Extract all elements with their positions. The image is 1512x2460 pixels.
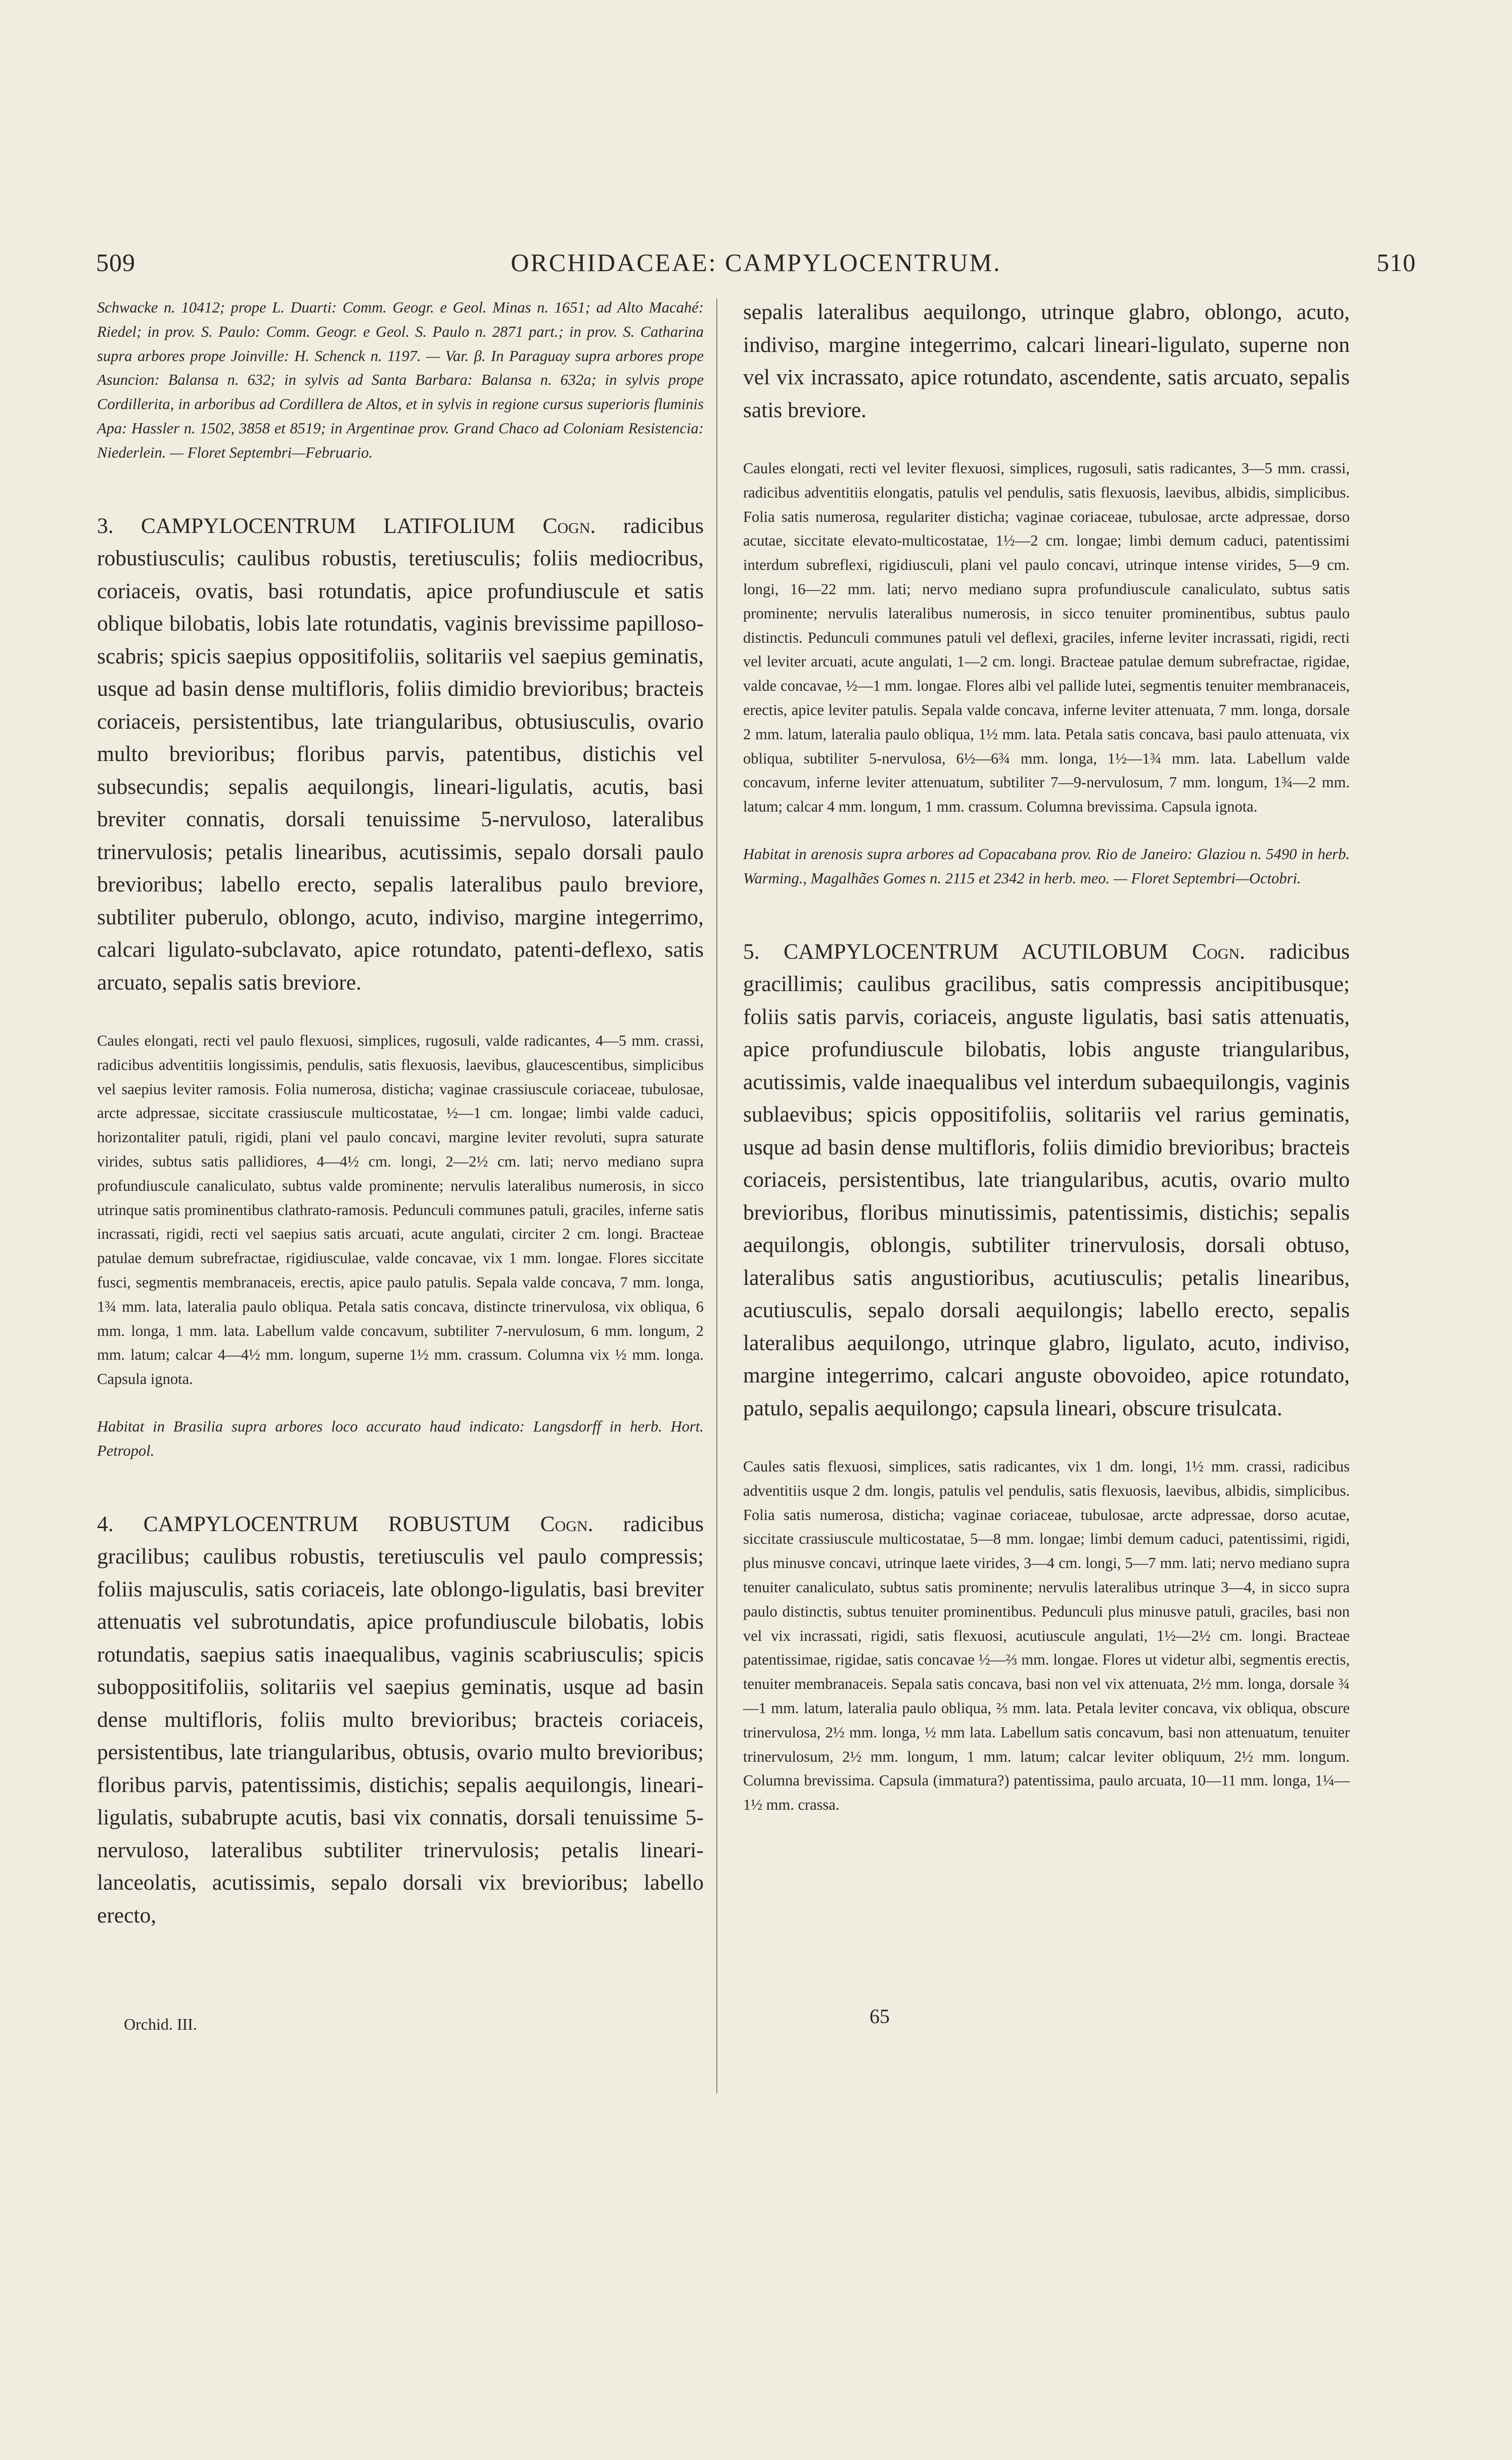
- species-4-diagnosis: [97, 1508, 704, 1932]
- species-4-diagnosis-text: radicibus gracilibus; caulibus robustis, teretiusculis vel paulo compressis; foliis majusculis, satis coriaceis, late oblongo-ligulatis, basi breviter attenuatis vel subrotundatis, apice profundiuscule bilobatis, lobis rotundatis, saepius satis inaequalibus, vaginis scabriusculis; spicis suboppositifoliis, solitariis vel saepius geminatis, usque ad basin dense multifloris, foliis multo brevioribus; bracteis coriaceis, persistentibus, late triangularibus, obtusis, ovario multo brevioribus; floribus parvis, patentissimis, distichis; sepalis aequilongis, lineari-ligulatis, subabrupte acutis, basi vix connatis, dorsali tenuissime 5-nervuloso, lateralibus subtiliter trinervulosis; petalis lineari-lanceolatis, acutissimis, sepalo dorsali vix brevioribus; labello erecto,: [97, 1511, 704, 1928]
- species-5-diagnosis: [743, 935, 1350, 1425]
- species-4-heading: 4. CAMPYLOCENTRUM ROBUSTUM: [97, 1511, 511, 1536]
- species-4-habitat: Habitat in arenosis supra arbores ad Copacabana prov. Rio de Janeiro: Glaziou n. 5490 in herb. Warming., Magalhães Gomes n. 2115 et 2342 in herb. meo. — Floret Septembri—Octobri.: [743, 845, 1350, 887]
- left-column: [97, 296, 704, 1932]
- column-divider: [716, 298, 717, 2093]
- running-title: ORCHIDACEAE: CAMPYLOCENTRUM.: [511, 248, 1001, 277]
- species-3-habitat: Habitat in Brasilia supra arbores loco accurato haud indicato: Langsdorff in herb. Hort. Petropol.: [97, 1418, 704, 1459]
- page-number-left: 509: [96, 248, 135, 277]
- species-3-description: Caules elongati, recti vel paulo flexuosi, simplices, rugosuli, valde radicantes, 4—5 mm. crassi, radicibus adventitiis longissimis, pendulis, satis flexuosis, laevibus, glaucescentibus, simplicibus vel saepius leviter ramosis. Folia numerosa, disticha; vaginae crassiuscule coriaceae, tubulosae, arcte adpressae, siccitate crassiuscule multicostatae, ½—1 cm. longae; limbi valde caduci, horizontaliter patuli, rigidi, plani vel paulo concavi, margine leviter revoluti, supra saturate virides, subtus satis pallidiores, 4—4½ cm. longi, 2—2½ cm. lati; nervo mediano supra profundiuscule canaliculato, subtus valde prominente; nervulis lateralibus numerosis, in sicco utrinque satis prominentibus clathrato-ramosis. Pedunculi communes patuli, graciles, inferne satis incrassati, rigidi, recti vel saepius satis arcuati, acute angulati, circiter 2 cm. longi. Bracteae patulae demum subrefractae, rigidiusculae, valde concavae, vix 1 mm. longae. Flores siccitate fusci, segmentis membranaceis, erectis, apice paulo patulis. Sepala valde concava, 7 mm. longa, 1¾ mm. lata, lateralia paulo obliqua. Petala satis concava, distincte trinervulosa, vix obliqua, 6 mm. longa, 1 mm. lata. Labellum valde concavum, subtiliter 7-nervulosum, 6 mm. longum, 2 mm. latum; calcar 4—4½ mm. longum, superne 1½ mm. crassum. Columna vix ½ mm. longa. Capsula ignota.: [97, 1032, 704, 1388]
- running-header: [96, 248, 1416, 288]
- habitat-continued: Schwacke n. 10412; prope L. Duarti: Comm. Geogr. e Geol. Minas n. 1651; ad Alto Macahé: Riedel; in prov. S. Paulo: Comm. Geogr. e Geol. S. Paulo n. 2871 part.; in prov. S. Catharina supra arbores prope Joinville: H. Schenck n. 1197. — Var. β. In Paraguay supra arbores prope Asuncion: Balansa n. 632; in sylvis ad Santa Barbara: Balansa n. 632a; in sylvis prope Cordillerita, in arboribus ad Cordillera de Altos, et in sylvis in regione cursus superioris fluminis Apa: Hassler n. 1502, 3858 et 8519; in Argentinae prov. Grand Chaco ad Coloniam Resistencia: Niederlein. — Floret Septembri—Februario.: [97, 299, 704, 461]
- species-5-description: Caules satis flexuosi, simplices, satis radicantes, vix 1 dm. longi, 1½ mm. crassi, radicibus adventitiis usque 2 dm. longis, patulis vel pendulis, satis flexuosis, laevibus, albidis, simplicibus. Folia satis numerosa, disticha; vaginae coriaceae, tubulosae, arcte adpressae, dorso acutae, siccitate crassiuscule multicostatae, 5—8 mm. longae; limbi demum caduci, patentissimi, rigidi, plus minusve concavi, utrinque laete virides, 3—4 cm. longi, 5—7 mm. lati; nervo mediano supra tenuiter canaliculato, subtus satis prominente; nervulis lateralibus utrinque 3—4, in sicco supra paulo distinctis, subtus tenuiter prominentibus. Pedunculi plus minusve patuli, graciles, basi non vel vix incrassati, rigidi, satis flexuosi, acutiuscule angulati, 1½—2½ cm. longi. Bracteae patentissimae, rigidae, satis concavae ½—⅔ mm. longae. Flores ut videtur albi, segmentis erectis, tenuiter membranaceis. Sepala satis concava, basi non vel vix attenuata, 2½ mm. longa, dorsale ¾—1 mm. latum, lateralia paulo obliqua, ⅔ mm. lata. Petala leviter concava, vix obliqua, obscure trinervulosa, 2½ mm. longa, ½ mm lata. Labellum satis concavum, basi non attenuatum, tenuiter trinervulosum, 2½ mm. longum, 1 mm. latum; calcar leviter obliquum, 2½ mm. longum. Columna brevissima. Capsula (immatura?) patentissima, paulo arcuata, 10—11 mm. longa, 1¼—1½ mm. crassa.: [743, 1458, 1350, 1814]
- page-number-right: 510: [1377, 248, 1416, 277]
- signature-number: 65: [869, 2005, 890, 2028]
- species-4-diagnosis-continued: sepalis lateralibus aequilongo, utrinque glabro, oblongo, acuto, indiviso, margine integerrimo, calcari lineari-ligulato, superne non vel vix incrassato, apice rotundato, ascendente, satis arcuato, sepalis satis breviore.: [743, 300, 1350, 422]
- species-3-diagnosis-text: radicibus robustiusculis; caulibus robustis, teretiusculis; foliis mediocribus, coriaceis, ovatis, basi rotundatis, apice profundiuscule et satis oblique bilobatis, lobis late rotundatis, vaginis brevissime papilloso-scabris; spicis saepius oppositifoliis, solitariis vel saepius geminatis, usque ad basin dense multifloris, foliis dimidio brevioribus; bracteis coriaceis, persistentibus, late triangularibus, obtusiusculis, ovario multo brevioribus; floribus parvis, patentibus, distichis vel subsecundis; sepalis aequilongis, lineari-ligulatis, acutis, basi breviter connatis, dorsali tenuissime 5-nervuloso, lateralibus trinervulosis; petalis linearibus, acutissimis, sepalo dorsali paulo brevioribus; labello erecto, sepalis lateralibus paulo breviore, subtiliter puberulo, oblongo, acuto, indiviso, margine integerrimo, calcari ligulato-subclavato, apice rotundato, patenti-deflexo, satis arcuato, sepalis satis breviore.: [97, 513, 704, 995]
- right-column: [743, 296, 1350, 1817]
- species-5-heading: 5. CAMPYLOCENTRUM ACUTILOBUM: [743, 939, 1168, 964]
- species-4-author: Cogn.: [540, 1511, 593, 1536]
- species-3-heading: 3. CAMPYLOCENTRUM LATIFOLIUM: [97, 513, 516, 538]
- signature-mark: Orchid. III.: [124, 2015, 197, 2033]
- species-4-description: Caules elongati, recti vel leviter flexuosi, simplices, rugosuli, satis radicantes, 3—5 mm. crassi, radicibus adventitiis elongatis, patulis vel pendulis, satis flexuosis, laevibus, albidis, simplicibus. Folia satis numerosa, regulariter disticha; vaginae coriaceae, tubulosae, arcte adpressae, dorso acutae, siccitate elevato-multicostatae, 1½—2 cm. longae; limbi demum caduci, patentissimi interdum subreflexi, rigidiusculi, plani vel paulo concavi, utrinque intense virides, 5—9 cm. longi, 16—22 mm. lati; nervo mediano supra profundiuscule canaliculato, subtus satis prominente; nervulis lateralibus numerosis, in sicco tenuiter prominentibus, subtus paulo distinctis. Pedunculi communes patuli vel deflexi, graciles, inferne leviter incrassati, rigidi, recti vel leviter arcuati, acute angulati, 1—2 cm. longi. Bracteae patulae demum subrefractae, rigidae, valde concavae, ½—1 mm. longae. Flores albi vel pallide lutei, segmentis tenuiter membranaceis, erectis, apice leviter patulis. Sepala valde concava, inferne leviter attenuata, 7 mm. longa, dorsale 2 mm. latum, lateralia paulo obliqua, 1½ mm. lata. Petala satis concava, basi paulo attenuata, vix obliqua, subtiliter 5-nervulosa, 6½—6¾ mm. longa, 1½—1¾ mm. lata. Labellum valde concavum, inferne leviter attenuatum, subtiliter 7—9-nervulosum, 7 mm. longum, 1¾—2 mm. latum; calcar 4 mm. longum, 1 mm. crassum. Columna brevissima. Capsula ignota.: [743, 460, 1350, 816]
- species-3-diagnosis: [97, 510, 704, 999]
- species-3-author: Cogn.: [542, 513, 596, 538]
- species-5-author: Cogn.: [1192, 939, 1246, 964]
- species-5-diagnosis-text: radicibus gracillimis; caulibus gracilibus, satis compressis ancipitibusque; foliis satis parvis, coriaceis, anguste ligulatis, basi satis attenuatis, apice profundiuscule bilobatis, lobis anguste triangularibus, acutissimis, valde inaequalibus vel interdum subaequilongis, vaginis sublaevibus; spicis oppositifoliis, solitariis vel rarius geminatis, usque ad basin dense multifloris, foliis dimidio brevioribus; bracteis coriaceis, persistentibus, late triangularibus, acutis, ovario multo brevioribus, floribus minutissimis, patentissimis, distichis; sepalis aequilongis, oblongis, subtiliter trinervulosis, dorsali obtuso, lateralibus satis angustioribus, acutiusculis; petalis linearibus, acutiusculis, sepalo dorsali aequilongis; labello erecto, sepalis lateralibus aequilongo, utrinque glabro, ligulato, acuto, indiviso, margine integerrimo, calcari anguste obovoideo, apice rotundato, patulo, sepalis aequilongo; capsula lineari, obscure trisulcata.: [743, 939, 1350, 1420]
